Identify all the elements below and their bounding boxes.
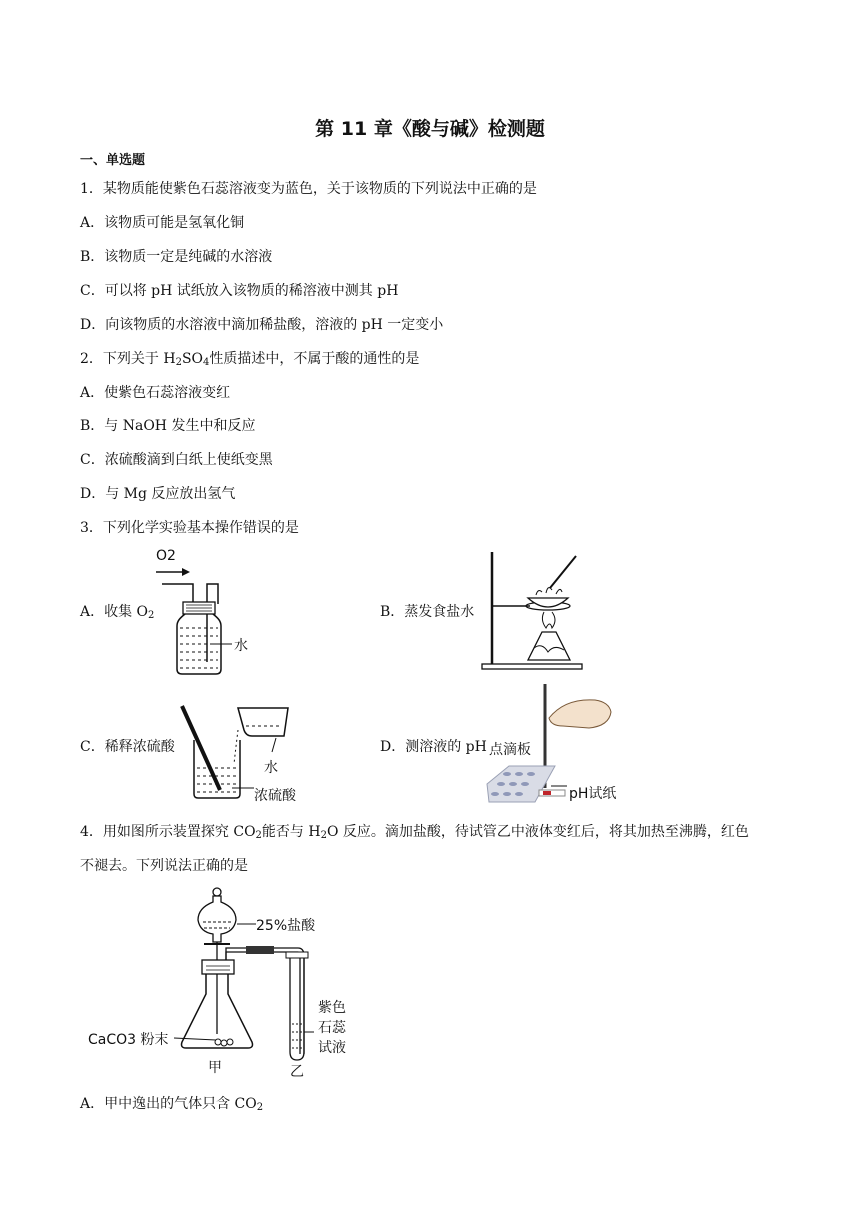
evaporating-dish	[528, 598, 568, 607]
q3-figure-b-evaporation	[480, 548, 590, 674]
flask-stopper	[202, 960, 234, 974]
rubber-connector	[246, 946, 274, 954]
arrow-head	[182, 568, 190, 576]
q3-figure-c-dilution	[176, 694, 306, 806]
q3-option-a: A．收集 $O_2$	[80, 604, 155, 621]
glass-rod	[182, 706, 220, 790]
powder-grain-3	[227, 1039, 233, 1045]
q1-option-d: D．向该物质的水溶液中滴加稀盐酸，溶液的 pH 一定变小	[80, 317, 444, 333]
water-stream	[234, 730, 238, 764]
q4-fig-jia-label: 甲	[208, 1060, 222, 1076]
q2-option-c: C．浓硫酸滴到白纸上使纸变黑	[80, 452, 273, 468]
glass-rod	[550, 556, 576, 588]
q4-fig-acid-label: 25%盐酸	[256, 918, 316, 934]
q4-stem-line2: 不褪去。下列说法正确的是	[80, 858, 248, 874]
q4-fig-litmus-line2: 石蕊	[318, 1020, 346, 1036]
hand	[549, 700, 611, 728]
q3-stem: 3．下列化学实验基本操作错误的是	[80, 520, 299, 536]
powder-grain-2	[221, 1040, 227, 1046]
ph-paper	[539, 790, 565, 796]
separatory-funnel	[198, 896, 236, 942]
q4-fig-litmus-line1: 紫色	[318, 1000, 346, 1016]
alcohol-lamp	[528, 632, 570, 660]
section-heading: 一、单选题	[80, 153, 146, 168]
q2-stem: 2．下列关于 $H_2SO_4$性质描述中，不属于酸的通性的是	[80, 351, 420, 368]
q3-fig-c-acid-label: 浓硫酸	[254, 788, 296, 804]
q3-fig-c-water-label: 水	[264, 760, 278, 776]
q4-stem-line1: 4．用如图所示装置探究 $CO_2$能否与 $H_2O$ 反应。滴加盐酸，待试管乙中液体变红后，将其加热至沸腾，红色	[80, 824, 749, 841]
delivery-tube-into-test-tube	[298, 948, 304, 1054]
steam	[536, 588, 562, 595]
q3-option-c: C．稀释浓硫酸	[80, 739, 175, 755]
q1-option-c: C．可以将 pH 试纸放入该物质的稀溶液中测其 pH	[80, 283, 399, 299]
q3-option-d: D．测溶液的 pH	[380, 739, 487, 755]
q4-fig-yi-label: 乙	[290, 1064, 304, 1080]
q3-fig-a-gas-label: O2	[156, 548, 176, 564]
water-pointer	[272, 738, 276, 752]
q2-option-d: D．与 Mg 反应放出氢气	[80, 486, 236, 502]
q1-option-a: A．该物质可能是氢氧化铜	[80, 215, 245, 231]
q3-fig-a-water-label: 水	[234, 638, 248, 654]
test-tube-mouth	[286, 952, 308, 958]
q3-fig-d-paper-label: pH试纸	[569, 786, 617, 802]
outlet-tube	[207, 584, 218, 662]
q4-option-a: A．甲中逸出的气体只含 $CO_2$	[80, 1096, 264, 1113]
flame	[542, 612, 555, 628]
q3-figure-a-gas-bottle	[150, 544, 260, 678]
q3-figure-d-ph-test	[485, 678, 635, 806]
powder-pointer	[174, 1038, 216, 1040]
ph-paper-spot	[543, 791, 551, 795]
q4-fig-powder-label: CaCO3 粉末	[88, 1032, 169, 1048]
test-tube	[290, 958, 304, 1060]
q1-stem: 1．某物质能使紫色石蕊溶液变为蓝色，关于该物质的下列说法中正确的是	[80, 181, 537, 197]
q3-option-b: B．蒸发食盐水	[380, 604, 475, 620]
q2-option-b: B．与 NaOH 发生中和反应	[80, 418, 256, 434]
page-title: 第 11 章《酸与碱》检测题	[315, 118, 545, 140]
q2-option-a: A．使紫色石蕊溶液变红	[80, 385, 231, 401]
water-hatch	[180, 628, 218, 668]
q1-option-b: B．该物质一定是纯碱的水溶液	[80, 249, 273, 265]
q4-figure-apparatus	[86, 884, 366, 1080]
inlet-tube	[162, 584, 193, 604]
stand-base	[482, 664, 582, 669]
pouring-beaker	[238, 708, 288, 736]
q3-fig-d-plate-label: 点滴板	[489, 742, 531, 758]
q4-fig-litmus-line3: 试液	[318, 1040, 346, 1056]
funnel-stopper	[213, 888, 221, 896]
